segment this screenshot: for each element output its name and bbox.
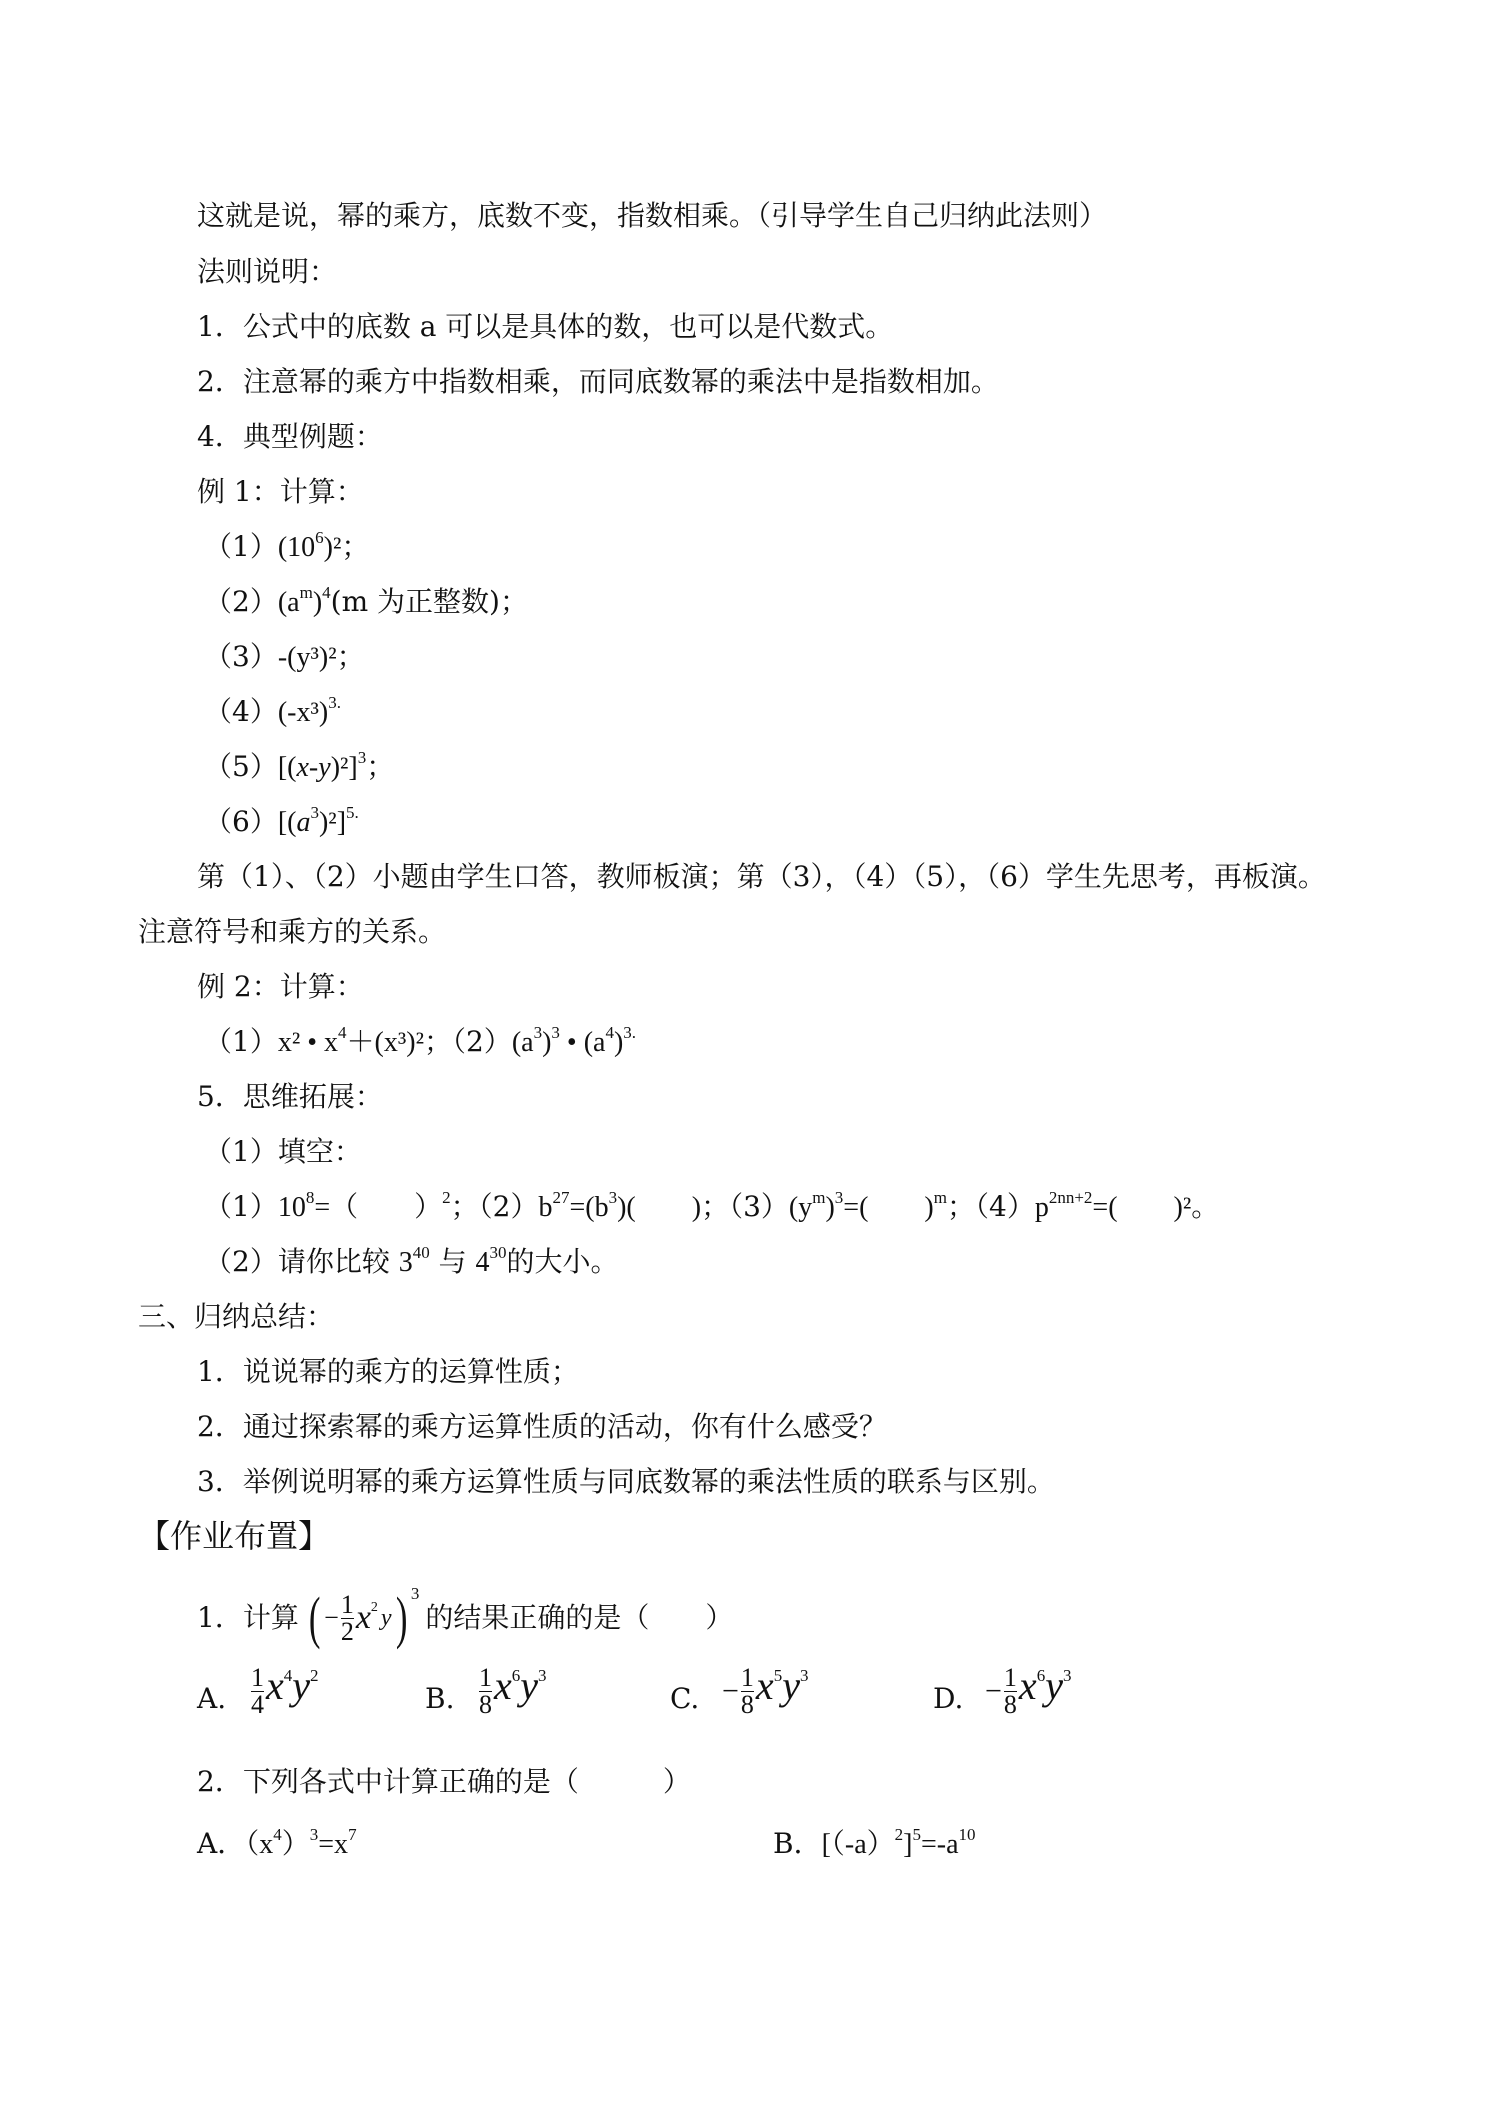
example-1-heading: 例 1：计算：	[197, 475, 364, 508]
example-1-item-1: $(1)(10^6)^2$；	[204, 527, 370, 563]
compare-question: （2）请你比较 $3^{40}$ 与 $4^{30}$的大小。	[204, 1242, 619, 1278]
rule-note-1: 1．公式中的底数 a 可以是具体的数，也可以是代数式。	[197, 310, 894, 343]
homework-q2: 2．下列各式中计算正确的是（ ）	[197, 1765, 691, 1798]
fill-in-items: $(1)10^8=$（ ）$^2$；$(2)b^{27}=(b^3)$( )；$(3)(y^m)^3=$( )$^m$；$(4)p^{2nn+2}=$( )²。	[204, 1187, 1220, 1223]
q1-option-b-label: B.	[425, 1682, 455, 1715]
example-1-item-2: $(2)(a^m)^4(m$ 为正整数)；	[204, 582, 528, 618]
q1-option-a: $\frac{1}{4}$ $x^4y^2$	[251, 1663, 319, 1719]
examples-heading: 4．典型例题：	[197, 420, 383, 453]
q1-options	[197, 1665, 1397, 1735]
example-1-instruction-cont: 注意符号和乘方的关系。	[138, 915, 447, 948]
summary-item-3: 3．举例说明幂的乘方运算性质与同底数幂的乘法性质的联系与区别。	[197, 1465, 1055, 1498]
example-1-item-5: $(5)[(x-y)^2]^3$；	[204, 747, 395, 783]
q1-expression: ( − $\frac{1}{2}$ x 2 y ) 3	[308, 1584, 420, 1650]
q1-option-c: − $\frac{1}{8}$ $x^5y^3$	[722, 1663, 809, 1719]
q1-option-c-label: C.	[670, 1682, 700, 1715]
rule-explanation-heading: 法则说明：	[197, 255, 338, 288]
q1-option-b: $\frac{1}{8}$ $x^6y^3$	[479, 1663, 547, 1719]
rule-note-2: 2．注意幂的乘方中指数相乘，而同底数幂的乘法中是指数相加。	[197, 365, 999, 398]
example-1-item-4: $(4)(-x^3)^{3.}$	[204, 692, 341, 728]
q1-option-d: − $\frac{1}{8}$ $x^6y^3$	[985, 1663, 1072, 1719]
example-2-heading: 例 2：计算：	[197, 970, 364, 1003]
summary-item-2: 2．通过探索幂的乘方运算性质的活动，你有什么感受？	[197, 1410, 887, 1443]
q1-option-d-label: D.	[933, 1682, 964, 1715]
homework-q1: 1．计算 ( − $\frac{1}{2}$ x 2 y ) 3 的结果正确的是（ ）	[197, 1584, 734, 1650]
summary-heading: 三、归纳总结：	[138, 1300, 335, 1333]
rule-summary: 这就是说，幂的乘方，底数不变，指数相乘。（引导学生自己归纳此法则）	[197, 199, 1108, 232]
q2-option-a: A．$(x^4)^3=x^7$	[197, 1824, 357, 1860]
example-1-instruction: 第（1）、（2）小题由学生口答，教师板演；第（3），（4）（5），（6）学生先思考，再板演。	[197, 860, 1326, 893]
example-1-item-3: （3）-(y³)²；	[204, 640, 365, 673]
example-1-item-6: $(6)[(a^3)^2]^{5.}$	[204, 802, 359, 838]
fill-in-heading: （1）填空：	[204, 1135, 362, 1168]
homework-heading: 【作业布置】	[138, 1517, 331, 1555]
q1-option-a-label: A.	[197, 1682, 227, 1715]
q2-option-b: B．$[(-a)^2]^5=-a^{10}$	[773, 1824, 976, 1860]
example-2-items: （1）x² • $x^4+(x^3)^2$；$(2)(a^3)^3$ • $(a^4)^{3.}$	[204, 1022, 637, 1058]
extension-heading: 5．思维拓展：	[197, 1080, 383, 1113]
summary-item-1: 1．说说幂的乘方的运算性质；	[197, 1355, 579, 1388]
